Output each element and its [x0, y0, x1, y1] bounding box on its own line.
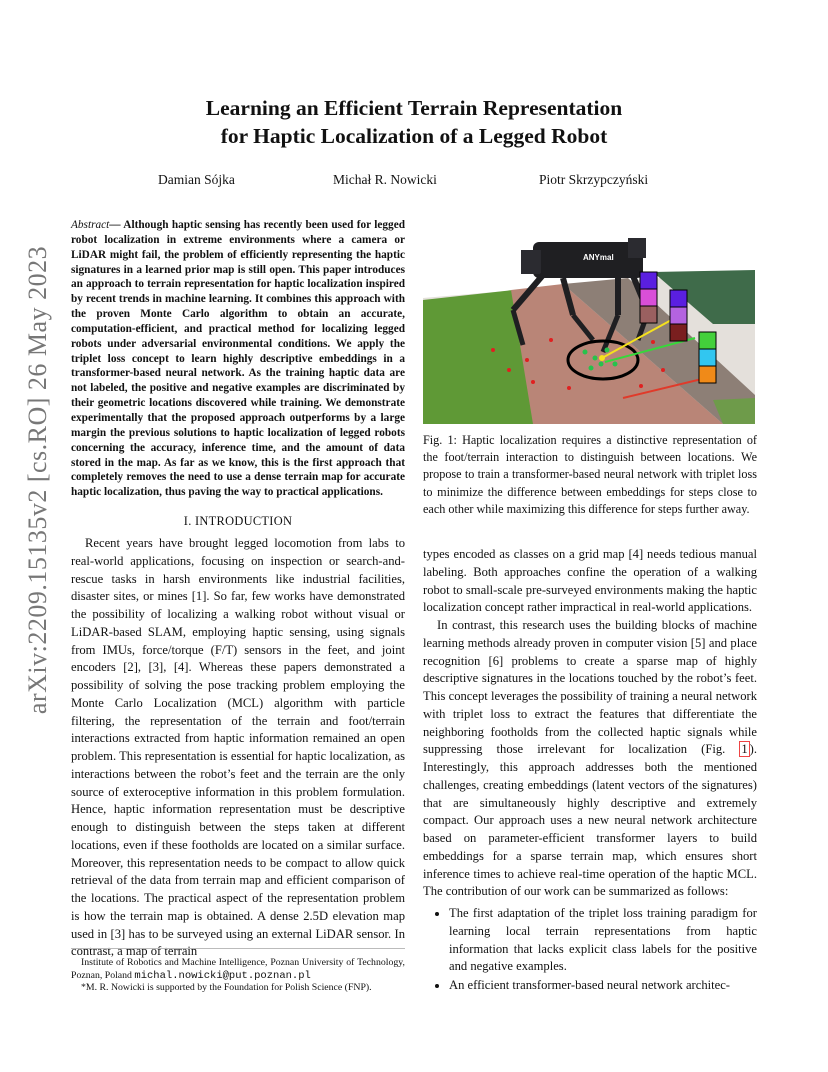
- embedding-c: [699, 332, 716, 383]
- intro-right-column: [423, 546, 757, 996]
- footnote-affiliation-block: [71, 957, 405, 982]
- arxiv-sidebar: [8, 245, 68, 715]
- arxiv-id: arXiv:2209.15135v2 [cs.RO] 26 May 2023: [23, 245, 52, 715]
- author-3: Piotr Skrzypczyński: [539, 172, 649, 187]
- paragraph-2-text-b: ). Interestingly, this approach addresses both the mentioned challenges, creating embeddings (latent vectors of the signatures) that are simultaneously highly descriptive and extremely compact. Our approach uses a new neural network architecture based on parameter-efficient transformer layers to build embeddings for a sparse terrain map, which ensures short inference times to achieve real-time operation of the haptic MCL. The contribution of our work can be summarized as follows:: [423, 742, 757, 899]
- abstract-text: — Although haptic sensing has recently been used for legged robot localization in extreme environments where a camera or LiDAR might fail, the problem of efficiently representing the haptic signatures in a learned prior map is still open. This paper introduces an approach to terrain representation for haptic localization inspired by recent trends in machine learning. It combines this approach with the proven Monte Carlo algorithm to obtain an accurate, computation-efficient, and practical method for localizing legged robots under adversarial environmental conditions. We apply the triplet loss concept to learn highly descriptive embeddings in a transformer-based neural network. As the training haptic data are not labeled, the positive and negative examples are discriminated by their geometric locations discovered while training. We demonstrate experimentally that the proposed approach outperforms by a large margin the previous solutions to haptic localization of legged robots concerning the accuracy, inference time, and the amount of data stored in the map. As far as we know, this is the first approach that completely removes the need to use a dense terrain map for accurate haptic localization, thus paving the way to practical applications.: [71, 219, 405, 499]
- figure-caption: Fig. 1: Haptic localization requires a distinctive representation of the foot/terrain interaction to distinguish between locations. We propose to train a transformer-based neural network with triplet loss to minimize the difference between embeddings for steps close to each other while maximizing this difference for steps further away.: [423, 433, 757, 516]
- paper-title: [140, 94, 688, 150]
- figure-reference-link[interactable]: 1: [741, 742, 748, 757]
- contribution-list: [423, 905, 757, 995]
- footnote-funding: *M. R. Nowicki is supported by the Foundation for Polish Science (FNP).: [81, 982, 372, 994]
- contribution-item-2: • An efficient transformer-based neural network architec-: [449, 977, 757, 995]
- title-line-1: Learning an Efficient Terrain Representation: [205, 96, 623, 120]
- contribution-item-1: • The first adaptation of the triplet loss training paradigm for learning local terrain representations from haptic information that lacks explicit class labels for the positive and negative examples.: [449, 905, 757, 976]
- intro-left-column: [71, 535, 405, 961]
- author-2: Michał R. Nowicki: [333, 172, 437, 187]
- footnote: [71, 948, 405, 995]
- footnote-email[interactable]: michal.nowicki@put.poznan.pl: [134, 969, 311, 982]
- paragraph-2-text-a: In contrast, this research uses the building blocks of machine learning methods already proven in computer vision [5] and place recognition [6] problems to create a sparse map of highly descriptive signatures in the locations touched by the robot’s feet. This concept leverages the possibility of training a neural network with triplet loss to extract the features that differentiate the neighboring footholds from the collected haptic signals while suppressing those irrelevant for localization (Fig.: [423, 618, 757, 757]
- title-line-2: for Haptic Localization of a Legged Robot: [220, 124, 608, 148]
- abstract-label: Abstract: [71, 219, 110, 231]
- embedding-b: [670, 290, 687, 341]
- figure-robot-photo: [423, 220, 755, 424]
- intro-paragraph-2: [423, 617, 757, 901]
- intro-paragraph-1: Recent years have brought legged locomotion from labs to real-world applications, focusing on inspection or search-and-rescue tasks in harsh environments like industrial facilities, disaster sites, or mines [1]. So far, few works have demonstrated the possibility of localizing a walking robot without visual or LiDAR-based SLAM, employing haptic sensing, using signals from IMUs, force/torque (F/T) sensors in the feet, and joint encoders [2], [3], [4]. Whereas these papers demonstrated a possibility of solving the pose tracking problem employing the Monte Carlo Localization (MCL) algorithm with particle filtering, the representation of the terrain and foot/terrain interactions extracted from haptic information remained an open problem. This representation is essential for haptic localization, as interactions between the robot’s feet and the terrain are the only source of exteroceptive information in this problem formulation. Hence, haptic information representation must be descriptive enough to distinguish between the steps taken at different locations, even if these footholds are located on a similar surface. Moreover, this representation needs to be compact to allow quick retrieval of the data from terrain map and efficient comparison of the locations. The practical aspect of the representation problem is how the terrain map is obtained. A dense 2.5D elevation map used in [3] has to be surveyed using an external LiDAR sensor. In contrast, a map of terrain: [71, 536, 405, 959]
- footnote-affiliation: Institute of Robotics and Machine Intelligence, Poznan University of Technology, Poznan, Poland: [71, 957, 405, 981]
- abstract: [71, 218, 405, 500]
- robot-label: ANYmal: [583, 253, 614, 262]
- embedding-a: [640, 272, 657, 323]
- author-1: Damian Sójka: [158, 172, 235, 187]
- intro-paragraph-continued: types encoded as classes on a grid map [4] needs tedious manual labeling. Both approaches confine the operation of a walking robot to small-scale pre-surveyed environments making the haptic localization concept rather impractical in real-world applications.: [423, 547, 757, 615]
- section-heading: I. INTRODUCTION: [183, 514, 293, 528]
